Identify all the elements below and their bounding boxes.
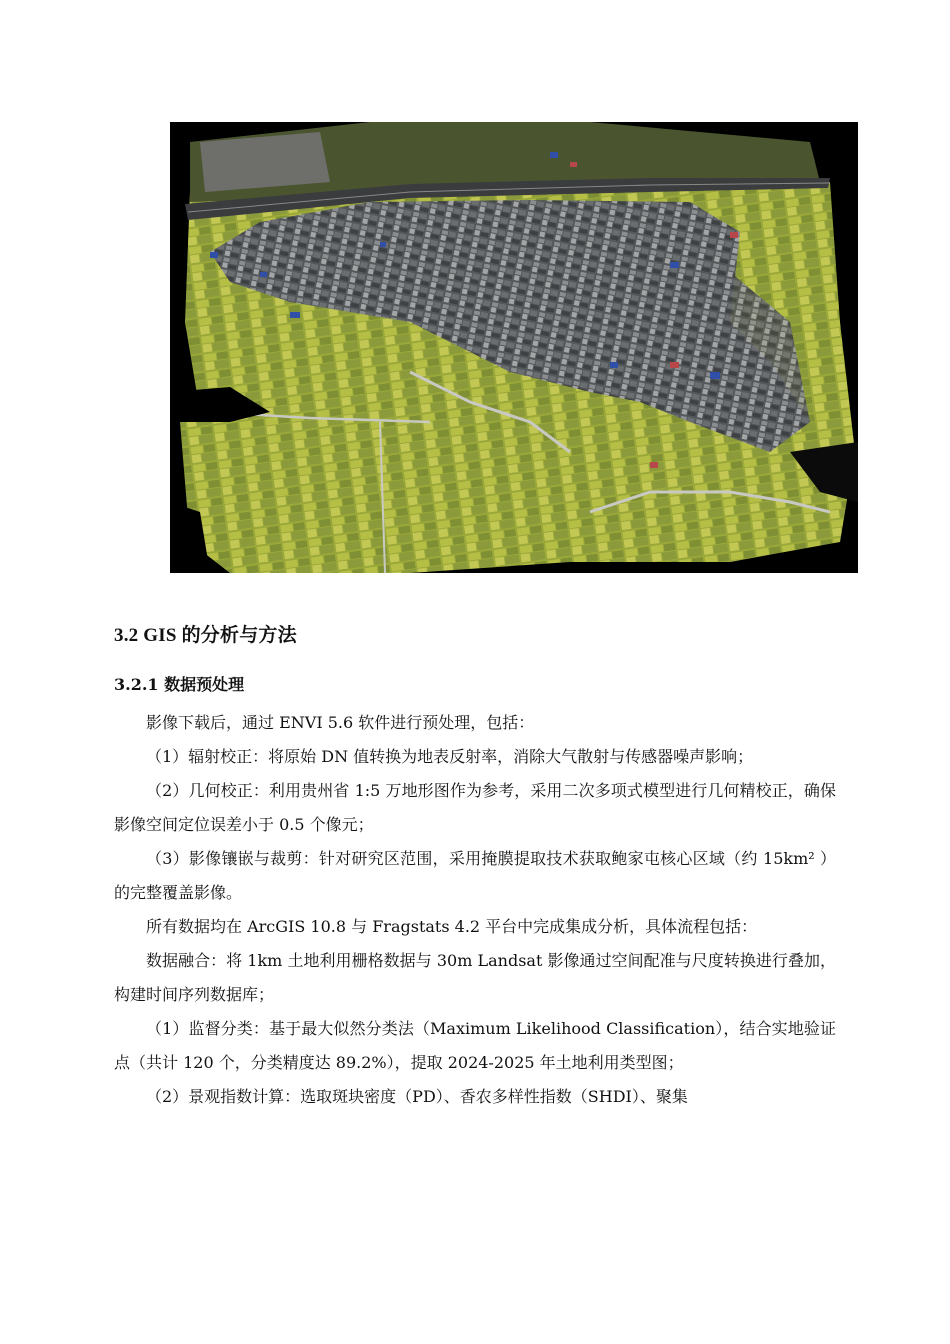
aerial-photo-icon [170, 122, 858, 573]
paragraph: （1）辐射校正：将原始 DN 值转换为地表反射率，消除大气散射与传感器噪声影响； [146, 747, 754, 766]
body-text [114, 706, 836, 1114]
section-heading: 3.2 GIS 的分析与方法 [114, 625, 297, 646]
paragraph: （3）影像镶嵌与裁剪：针对研究区范围，采用掩膜提取技术获取鲍家屯核心区域（约 15km² ）的完整覆盖影像。 [114, 849, 836, 902]
paragraph: （1）监督分类：基于最大似然分类法（Maximum Likelihood Classification），结合实地验证点（共计 120 个，分类精度达 89.2%），提取 2024-2025 年土地利用类型图； [114, 1019, 836, 1072]
subsection-heading: 3.2.1 数据预处理 [114, 675, 245, 694]
paragraph: 所有数据均在 ArcGIS 10.8 与 Fragstats 4.2 平台中完成集成分析，具体流程包括： [146, 917, 758, 936]
aerial-village-image [170, 122, 858, 573]
paragraph: （2）景观指数计算：选取斑块密度（PD）、香农多样性指数（SHDI）、聚集 [146, 1087, 688, 1106]
paragraph: 数据融合：将 1km 土地利用栅格数据与 30m Landsat 影像通过空间配准与尺度转换进行叠加，构建时间序列数据库； [114, 951, 836, 1004]
paragraph: （2）几何校正：利用贵州省 1:5 万地形图作为参考，采用二次多项式模型进行几何精校正，确保影像空间定位误差小于 0.5 个像元； [114, 781, 836, 834]
paragraph: 影像下载后，通过 ENVI 5.6 软件进行预处理，包括： [146, 713, 535, 732]
